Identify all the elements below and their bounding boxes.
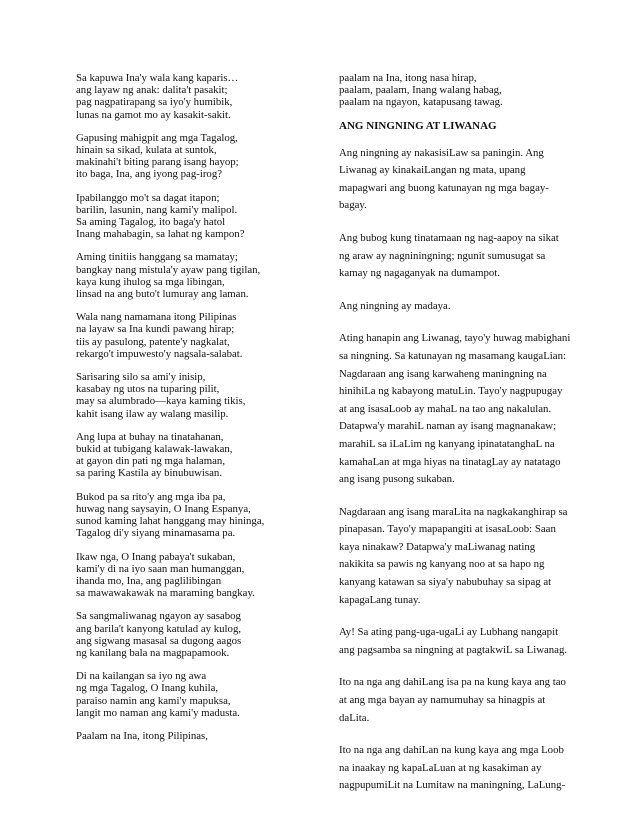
poem-line: kaya kung ihulog sa mga libingan,: [76, 275, 225, 288]
poem-stanza: [76, 670, 316, 719]
paragraph-line: Ang ningning ay nakasisiLaw sa paningin. Ang: [339, 146, 544, 159]
paragraph-line: at ang mga bayan ay namumuhay sa hinagpis at: [339, 694, 546, 707]
poem-column-left: [76, 72, 316, 753]
poem-line: Ipabilanggo mo't sa dagat itapon;: [76, 191, 220, 204]
poem-stanza: [76, 610, 316, 659]
poem-line: kasabay ng utos na tuparing pilit,: [76, 383, 220, 396]
poem-stanza-end: [339, 72, 579, 109]
poem-line: Sa sangmaliwanag ngayon ay sasabog: [76, 610, 241, 623]
poem-line: kami'y di na iyo saan man humanggan,: [76, 562, 245, 575]
essay-heading: ANG NINGNING AT LIWANAG: [339, 119, 497, 132]
poem-stanza: [76, 431, 316, 480]
poem-line: at gayon din pati ng mga halaman,: [76, 455, 226, 468]
paragraph-line: bagay.: [339, 199, 367, 212]
poem-line: langit mo naman ang kami'y madusta.: [76, 706, 240, 719]
paragraph-line: hinihiLa ng kabayong matuLin. Tayo'y nagpupugay: [339, 385, 563, 398]
paragraph-line: Ang ningning ay madaya.: [339, 299, 451, 312]
essay-paragraph: [339, 330, 579, 488]
paragraph-line: ang pagsamba sa ningning at pagtakwiL sa Liwanag.: [339, 643, 568, 656]
paragraph-line: Nagdaraan ang isang maraLita na nagkakanghirap sa: [339, 505, 568, 518]
poem-line: tiis ay pasulong, patente'y nagkalat,: [76, 335, 230, 348]
poem-line: paalam na ngayon, katapusang tawag.: [339, 96, 503, 109]
paragraph-line: ang isang pusong sukaban.: [339, 473, 455, 486]
poem-stanza: [76, 72, 316, 121]
poem-line: rekargo't impuwesto'y nagsala-salabat.: [76, 347, 243, 360]
poem-line: huwag nang saysayin, O Inang Espanya,: [76, 502, 251, 515]
paragraph-line: marahiL sa iLaLim ng kanyang ipinatatanghaL na: [339, 437, 555, 450]
poem-line: pag nagpatirapang sa iyo'y humibik,: [76, 96, 233, 109]
poem-line: Ang lupa at buhay na tinatahanan,: [76, 430, 224, 443]
poem-line: Tagalog di'y siyang minamasama pa.: [76, 527, 236, 540]
poem-stanza: [76, 192, 316, 241]
poem-line: may sa alumbrado—kaya kaming tikis,: [76, 395, 246, 408]
poem-line: ito baga, Ina, ang iyong pag-irog?: [76, 168, 223, 181]
poem-line: linsad na ang buto't lumuray ang laman.: [76, 288, 249, 301]
paragraph-line: Ay! Sa ating pang-uga-ugaLi ay Lubhang nangapit: [339, 626, 559, 639]
poem-line: ang layaw ng anak: dalita't pasakit;: [76, 84, 228, 97]
poem-line: Sarisaring silo sa ami'y inisip,: [76, 371, 206, 384]
poem-line: Paalam na Ina, itong Pilipinas,: [76, 729, 208, 742]
poem-line: ang barila't kanyong katulad ay kulog,: [76, 622, 242, 635]
paragraph-line: Liwanag ay kinakaiLangan ng mata, upang: [339, 164, 526, 177]
poem-line: paalam, paalam, Inang walang habag,: [339, 84, 502, 97]
paragraph-line: na inaakay ng kapaLaLuan at ng kasakiman ay: [339, 761, 542, 774]
paragraph-line: Datapwa'y marahiL naman ay isang magnanakaw;: [339, 420, 557, 433]
paragraph-line: kapagaLang tunay.: [339, 593, 421, 606]
poem-line: lunas na gamot mo ay kasakit-sakit.: [76, 108, 231, 121]
poem-line: kahit isang ilaw ay walang masilip.: [76, 407, 229, 420]
poem-line: Sa kapuwa Ina'y wala kang kaparis…: [76, 72, 239, 84]
poem-line: ng mga Tagalog, O Inang kuhila,: [76, 682, 219, 695]
poem-line: paalam na Ina, itong nasa hirap,: [339, 72, 477, 84]
poem-line: bangkay nang mistula'y ayaw pang tigilan,: [76, 263, 261, 276]
paragraph-line: kamay ng nagaganyak na dumampot.: [339, 267, 501, 280]
paragraph-line: kamahaLan at mga hiyas na tinatagLay ay natatago: [339, 455, 561, 468]
poem-line: Sa aming Tagalog, ito baga'y hatol: [76, 216, 226, 229]
paragraph-line: Ang bubog kung tinatamaan ng nag-aapoy na sikat: [339, 231, 559, 244]
essay-paragraph: [339, 298, 579, 316]
poem-line: barilin, lasunin, nang kami'y malipol.: [76, 203, 238, 216]
poem-line: bukid at tubigang kalawak-lawakan,: [76, 443, 233, 456]
poem-line: Inang mahabagin, sa lahat ng kampon?: [76, 228, 245, 241]
paragraph-line: Ating hanapin ang Liwanag, tayo'y huwag mabighani: [339, 332, 571, 345]
poem-stanza: [76, 491, 316, 540]
essay-paragraph: [339, 230, 579, 283]
poem-line: hinain sa sikad, kulata at suntok,: [76, 144, 217, 157]
essay-body: [339, 145, 579, 795]
paragraph-line: Nagdaraan ang isang karwaheng maningning na: [339, 367, 547, 380]
poem-line: sa paring Kastila ay binubuwisan.: [76, 467, 223, 480]
essay-paragraph: [339, 624, 579, 659]
essay-column-right: [339, 72, 579, 810]
paragraph-line: kanyang katawan sa siya'y nabubuhay sa sipag at: [339, 576, 552, 589]
paragraph-line: kaya ninakaw? Datapwa'y maLiwanag nating: [339, 540, 536, 553]
essay-paragraph: [339, 742, 579, 795]
poem-line: Wala nang namamana itong Pilipinas: [76, 311, 237, 324]
paragraph-line: Ito na nga ang dahiLang isa pa na kung kaya ang tao: [339, 676, 566, 689]
poem-line: sunod kaming lahat hanggang may hininga,: [76, 515, 265, 528]
poem-stanza: [76, 311, 316, 360]
essay-paragraph: [339, 674, 579, 727]
essay-paragraph: [339, 504, 579, 610]
poem-stanza: [76, 251, 316, 300]
paragraph-line: nakikita sa pawis ng kanyang noo at sa hapo ng: [339, 558, 545, 571]
poem-line: na layaw sa Ina kundi pawang hirap;: [76, 323, 235, 336]
poem-line: ng kanilang bala na magpapamook.: [76, 646, 230, 659]
paragraph-line: nagpupumiLit na Lumitaw na maningning, LaLung-: [339, 779, 566, 792]
poem-line: ang sigwang masasal sa dugong aagos: [76, 634, 242, 647]
paragraph-line: sa ningning. Sa katunayan ng masamang kaugaLian:: [339, 349, 566, 362]
poem-stanza: [76, 132, 316, 181]
paragraph-line: mapagwari ang buong katunayan ng mga bagay-: [339, 181, 549, 194]
poem-line: makinahi't biting parang isang hayop;: [76, 156, 239, 169]
poem-stanza: [76, 551, 316, 600]
poem-line: Aming tinitiis hanggang sa mamatay;: [76, 251, 238, 264]
poem-line: ihanda mo, Ina, ang paglilibingan: [76, 574, 222, 587]
paragraph-line: at ang isasaLoob ay mahaL na tao ang nakalulan.: [339, 402, 552, 415]
poem-line: Gapusing mahigpit ang mga Tagalog,: [76, 131, 238, 144]
poem-line: Ikaw nga, O Inang pabaya't sukaban,: [76, 550, 236, 563]
poem-stanza: [76, 371, 316, 420]
poem-line: Di na kailangan sa iyo ng awa: [76, 670, 207, 683]
poem-line: paraiso namin ang kami'y mapuksa,: [76, 694, 231, 707]
poem-stanza: [76, 730, 316, 742]
paragraph-line: ng araw ay nagniningning; ngunit sumusugat sa: [339, 249, 546, 262]
essay-paragraph: [339, 145, 579, 215]
paragraph-line: daLita.: [339, 711, 370, 724]
poem-line: sa mawawakawak na maraming bangkay.: [76, 587, 255, 600]
paragraph-line: pinapasan. Tayo'y mapapangiti at isasaLoob: Saan: [339, 523, 556, 536]
paragraph-line: Ito na nga ang dahiLan na kung kaya ang mga Loob: [339, 744, 564, 757]
poem-line: Bukod pa sa rito'y ang mga iba pa,: [76, 490, 226, 503]
